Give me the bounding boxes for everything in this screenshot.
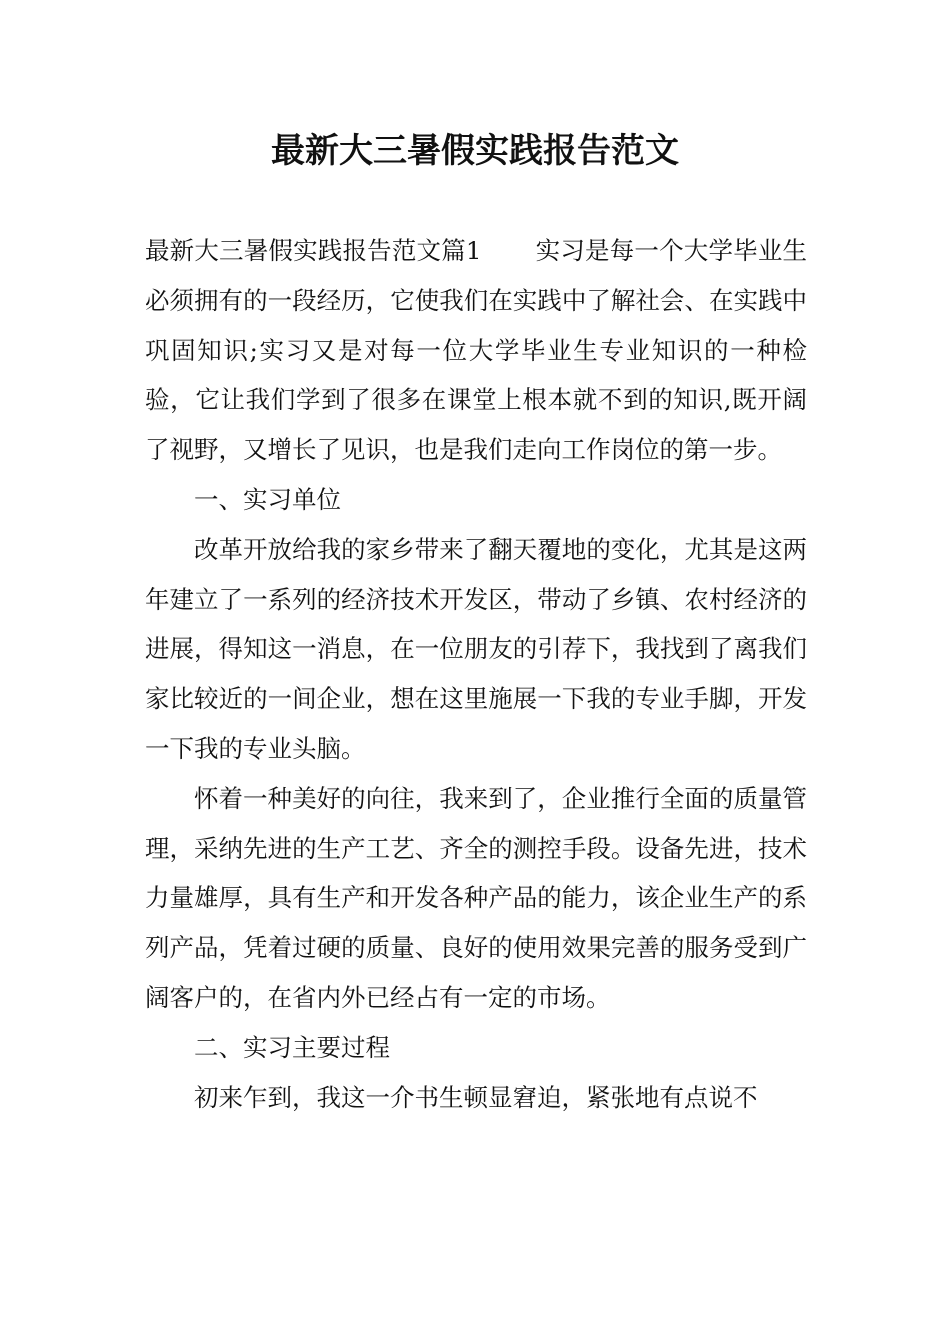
intro-text: 实习是每一个大学毕业生必须拥有的一段经历，它使我们在实践中了解社会、在实践中巩固知识;实习又是对每一位大学毕业生专业知识的一种检验，它让我们学到了很多在课堂上根本就不到的知识,既开阔了视野，又增长了见识，也是我们走向工作岗位的第一步。 (145, 236, 808, 465)
document-title: 最新大三暑假实践报告范文 (271, 131, 679, 171)
body-paragraph-1: 改革开放给我的家乡带来了翻天覆地的变化，尤其是这两年建立了一系列的经济技术开发区，带动了乡镇、农村经济的进展，得知这一消息，在一位朋友的引荐下，我找到了离我们家比较近的一间企业，想在这里施展一下我的专业手脚，开发一下我的专业头脑。 (145, 534, 807, 763)
intro-paragraph (145, 226, 807, 475)
section-heading-2: 二、实习主要过程 (194, 1032, 390, 1062)
body-paragraph-2: 怀着一种美好的向往，我来到了，企业推行全面的质量管理，采纳先进的生产工艺、齐全的测控手段。设备先进，技术力量雄厚，具有生产和开发各种产品的能力，该企业生产的系列产品，凭着过硬的质量、良好的使用效果完善的服务受到广阔客户的，在省内外已经占有一定的市场。 (145, 783, 807, 1012)
intro-label: 最新大三暑假实践报告范文篇1 (145, 236, 482, 265)
section-heading-1: 一、实习单位 (194, 484, 341, 514)
document-body (145, 226, 807, 1122)
body-paragraph-3: 初来乍到，我这一介书生顿显窘迫，紧张地有点说不 (194, 1082, 758, 1112)
